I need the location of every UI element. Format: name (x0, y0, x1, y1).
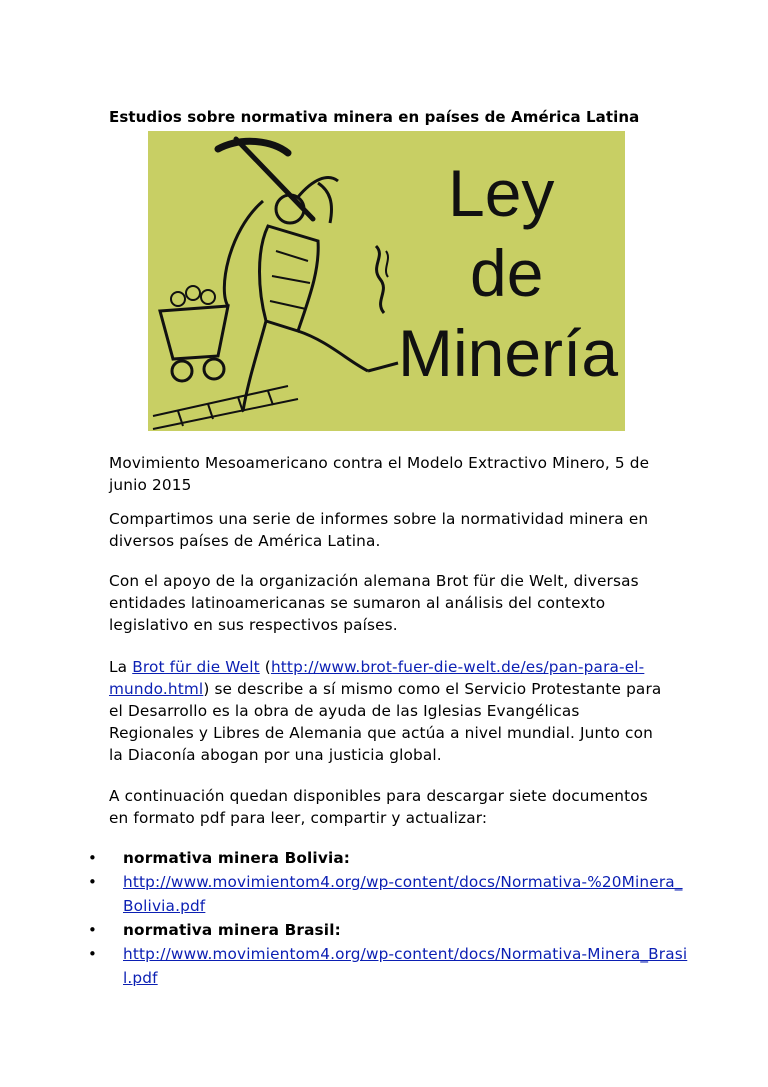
brot-rest: ) se describe a sí mismo como el Servicio Protestante para el Desarrollo es la obra de ayuda de las Iglesias Evangélicas Regionales y Libres de Alemania que actúa a nivel mundial. Junto con la Diaconía abogan por una justicia global. (109, 680, 662, 764)
list-item (88, 846, 688, 870)
bullet-icon: • (88, 921, 97, 939)
pdf-link[interactable]: http://www.movimientom4.org/wp-content/docs/Normativa-%20Minera_Bolivia.pdf (123, 873, 683, 915)
bullet-icon: • (88, 849, 97, 867)
brot-name-link[interactable]: Brot für die Welt (132, 658, 260, 676)
document-title: Estudios sobre normativa minera en países de América Latina (109, 108, 640, 126)
logo-text-mineria: Minería (398, 316, 619, 390)
downloads-list (88, 846, 688, 990)
brot-prefix: La (109, 658, 133, 676)
logo-text-ley: Ley (448, 156, 555, 230)
miner-with-pickaxe-illustration (148, 131, 625, 431)
logo-text-de: de (470, 236, 544, 310)
brot-url-link[interactable]: http://www.brot-fuer-die-welt.de/es/pan-para-el-mundo.html (109, 658, 645, 698)
bullet-icon: • (88, 873, 97, 891)
list-item (88, 870, 688, 918)
list-item (88, 942, 688, 990)
intro-paragraph: Compartimos una serie de informes sobre la normatividad minera en diversos países de América Latina. (109, 510, 649, 550)
ley-de-mineria-image (148, 131, 625, 431)
list-heading: normativa minera Bolivia: (123, 849, 351, 867)
pdf-link[interactable]: http://www.movimientom4.org/wp-content/docs/Normativa-Minera_Brasil.pdf (123, 945, 688, 987)
support-paragraph: Con el apoyo de la organización alemana Brot für die Welt, diversas entidades latinoamericanas se sumaron al análisis del contexto legislativo en sus respectivos países. (109, 572, 639, 634)
list-item (88, 918, 688, 942)
list-heading: normativa minera Brasil: (123, 921, 341, 939)
brot-paragraph (109, 656, 669, 766)
source-line: Movimiento Mesoamericano contra el Modelo Extractivo Minero, 5 de junio 2015 (109, 454, 650, 494)
bullet-icon: • (88, 945, 97, 963)
downloads-intro: A continuación quedan disponibles para descargar siete documentos en formato pdf para leer, compartir y actualizar: (109, 787, 648, 827)
brot-open-paren: ( (259, 658, 271, 676)
